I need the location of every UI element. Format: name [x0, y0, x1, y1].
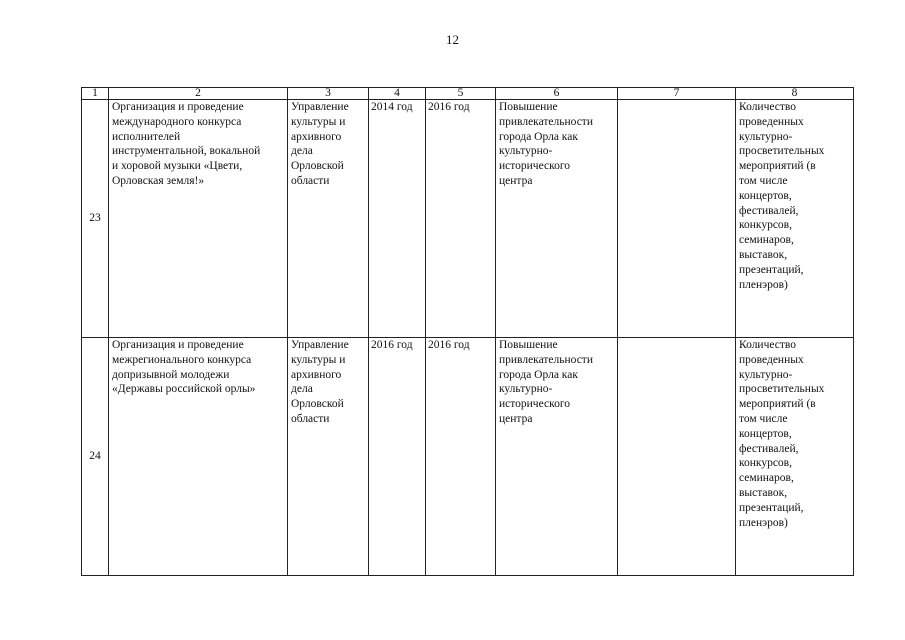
column-7-cell — [618, 338, 736, 576]
indicator-text: Количество проведенных культурно- просветительных мероприятий (в том числе концертов, фестивалей, конкурсов, семинаров, выставок, презентаций, пленэров) — [739, 339, 825, 529]
header-cell-5: 5 — [426, 88, 496, 100]
row-number: 23 — [82, 100, 109, 338]
goal-text: Повышение привлекательности города Орла как культурно- исторического центра — [499, 101, 593, 187]
executor-text: Управление культуры и архивного дела Орловской области — [291, 339, 349, 425]
header-cell-6: 6 — [496, 88, 618, 100]
header-row — [82, 88, 854, 100]
goal-cell — [496, 100, 618, 338]
executor-cell — [288, 100, 369, 338]
indicator-cell — [736, 100, 854, 338]
row-number: 24 — [82, 338, 109, 576]
program-table — [81, 87, 854, 576]
header-cell-1: 1 — [82, 88, 109, 100]
header-cell-4: 4 — [369, 88, 426, 100]
goal-text: Повышение привлекательности города Орла как культурно- исторического центра — [499, 339, 593, 425]
executor-text: Управление культуры и архивного дела Орловской области — [291, 101, 349, 187]
event-cell — [109, 338, 288, 576]
indicator-text: Количество проведенных культурно- просветительных мероприятий (в том числе концертов, фестивалей, конкурсов, семинаров, выставок, презентаций, пленэров) — [739, 101, 825, 291]
start-year-cell: 2016 год — [369, 338, 426, 576]
goal-cell — [496, 338, 618, 576]
page-number: 12 — [446, 32, 459, 47]
end-year-cell: 2016 год — [426, 338, 496, 576]
header-cell-8: 8 — [736, 88, 854, 100]
event-cell — [109, 100, 288, 338]
header-cell-7: 7 — [618, 88, 736, 100]
event-text: Организация и проведение международного конкурса исполнителей инструментальной, вокальной и хоровой музыки «Цвети, Орловская земля!» — [112, 101, 261, 187]
executor-cell — [288, 338, 369, 576]
end-year-cell: 2016 год — [426, 100, 496, 338]
start-year-cell: 2014 год — [369, 100, 426, 338]
header-cell-2: 2 — [109, 88, 288, 100]
table-row — [82, 100, 854, 338]
table-row — [82, 338, 854, 576]
column-7-cell — [618, 100, 736, 338]
event-text: Организация и проведение межрегионального конкурса допризывной молодежи «Державы российской орлы» — [112, 339, 256, 396]
header-cell-3: 3 — [288, 88, 369, 100]
indicator-cell — [736, 338, 854, 576]
